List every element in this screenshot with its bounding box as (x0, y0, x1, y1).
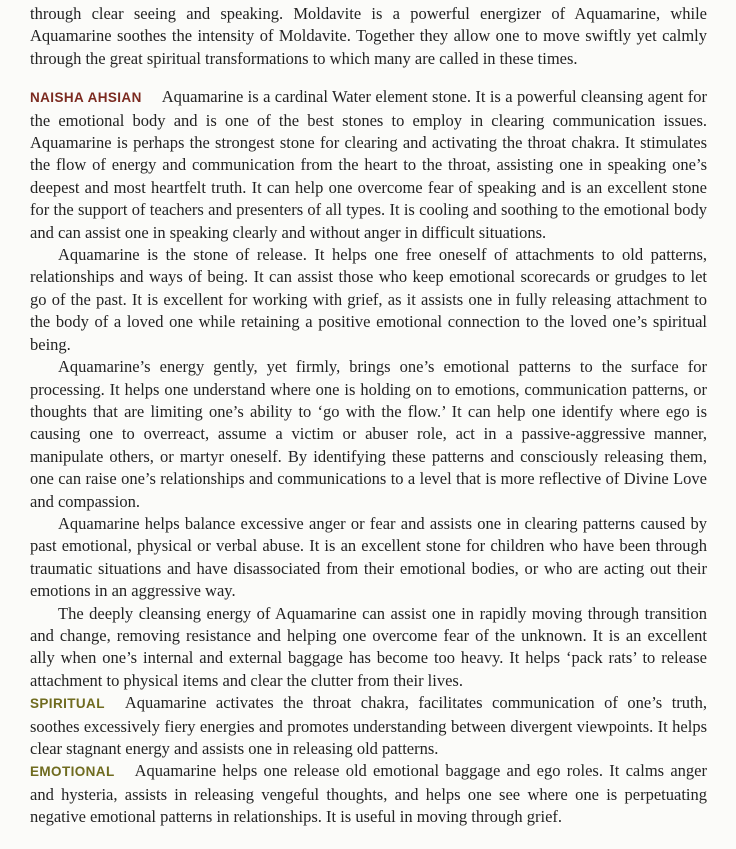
paragraph-spiritual (30, 692, 707, 760)
body-paragraph: The deeply cleansing energy of Aquamarine can assist one in rapidly moving through transition and change, removing resistance and helping one overcome fear of the unknown. It is an excellent ally when one’s internal and external baggage has become too heavy. It helps ‘pack rats’ to release attachment to physical items and clear the clutter from their lives. (30, 603, 707, 690)
body-paragraph: Aquamarine is the stone of release. It helps one free oneself of attachments to old patterns, relationships and ways of being. It can assist those who keep emotional scorecards or grudges to let go of the past. It is excellent for working with grief, as it assists one in fully releasing attachment to the body of a loved one while retaining a positive emotional connection to the loved one’s spiritual being. (30, 245, 707, 354)
body-paragraph: Aquamarine helps balance excessive anger or fear and assists one in clearing patterns caused by past emotional, physical or verbal abuse. It is an excellent stone for children who have been through traumatic situations and have disassociated from their emotional bodies, or who are acting out their emotions in an aggressive way. (30, 513, 707, 601)
emotional-heading: EMOTIONAL (30, 764, 115, 780)
author-heading: NAISHA AHSIAN (30, 90, 142, 106)
paragraph-emotional (30, 760, 707, 828)
spiritual-heading: SPIRITUAL (30, 696, 105, 712)
emotional-text: Aquamarine helps one release old emotional baggage and ego roles. It calms anger and hysteria, assists in releasing vengeful thoughts, and helps one see where one is perpetuating negative emotional patterns in relationships. It is useful in moving through grief. (30, 761, 707, 827)
body-paragraph: Aquamarine’s energy gently, yet firmly, brings one’s emotional patterns to the surface for processing. It helps one understand where one is holding on to emotions, communication patterns, or thoughts that are limiting one’s ability to ‘go with the flow.’ It can help one identify where ego is causing one to overreact, assume a victim or abuser role, act in a passive-aggressive manner, manipulate others, or martyr oneself. By identifying these patterns and consciously releasing them, one can raise one’s relationships and communications to a level that is more reflective of Divine Love and compassion. (30, 357, 707, 511)
paragraph-continuation: through clear seeing and speaking. Moldavite is a powerful energizer of Aquamarine, while Aquamarine soothes the intensity of Moldavite. Together they allow one to move swiftly yet calmly through the great spiritual transformations to which many are called in these times. (30, 4, 707, 68)
paragraph-author-lead (30, 86, 707, 244)
author-lead-text: Aquamarine is a cardinal Water element stone. It is a powerful cleansing agent for the emotional body and is one of the best stones to employ in clearing communication issues. Aquamarine is perhaps the strongest stone for clearing and activating the throat chakra. It stimulates the flow of energy and communication from the heart to the throat, assisting one in speaking one’s deepest and most heartfelt truth. It can help one overcome fear of speaking and is an excellent stone for the support of teachers and presenters of all types. It is cooling and soothing to the emotional body and can assist one in speaking clearly and without anger in difficult situations. (30, 87, 708, 242)
spiritual-text: Aquamarine activates the throat chakra, facilitates communication of one’s truth, soothes excessively fiery energies and promotes understanding between divergent viewpoints. It helps clear stagnant energy and assists one in releasing old patterns. (30, 693, 707, 758)
